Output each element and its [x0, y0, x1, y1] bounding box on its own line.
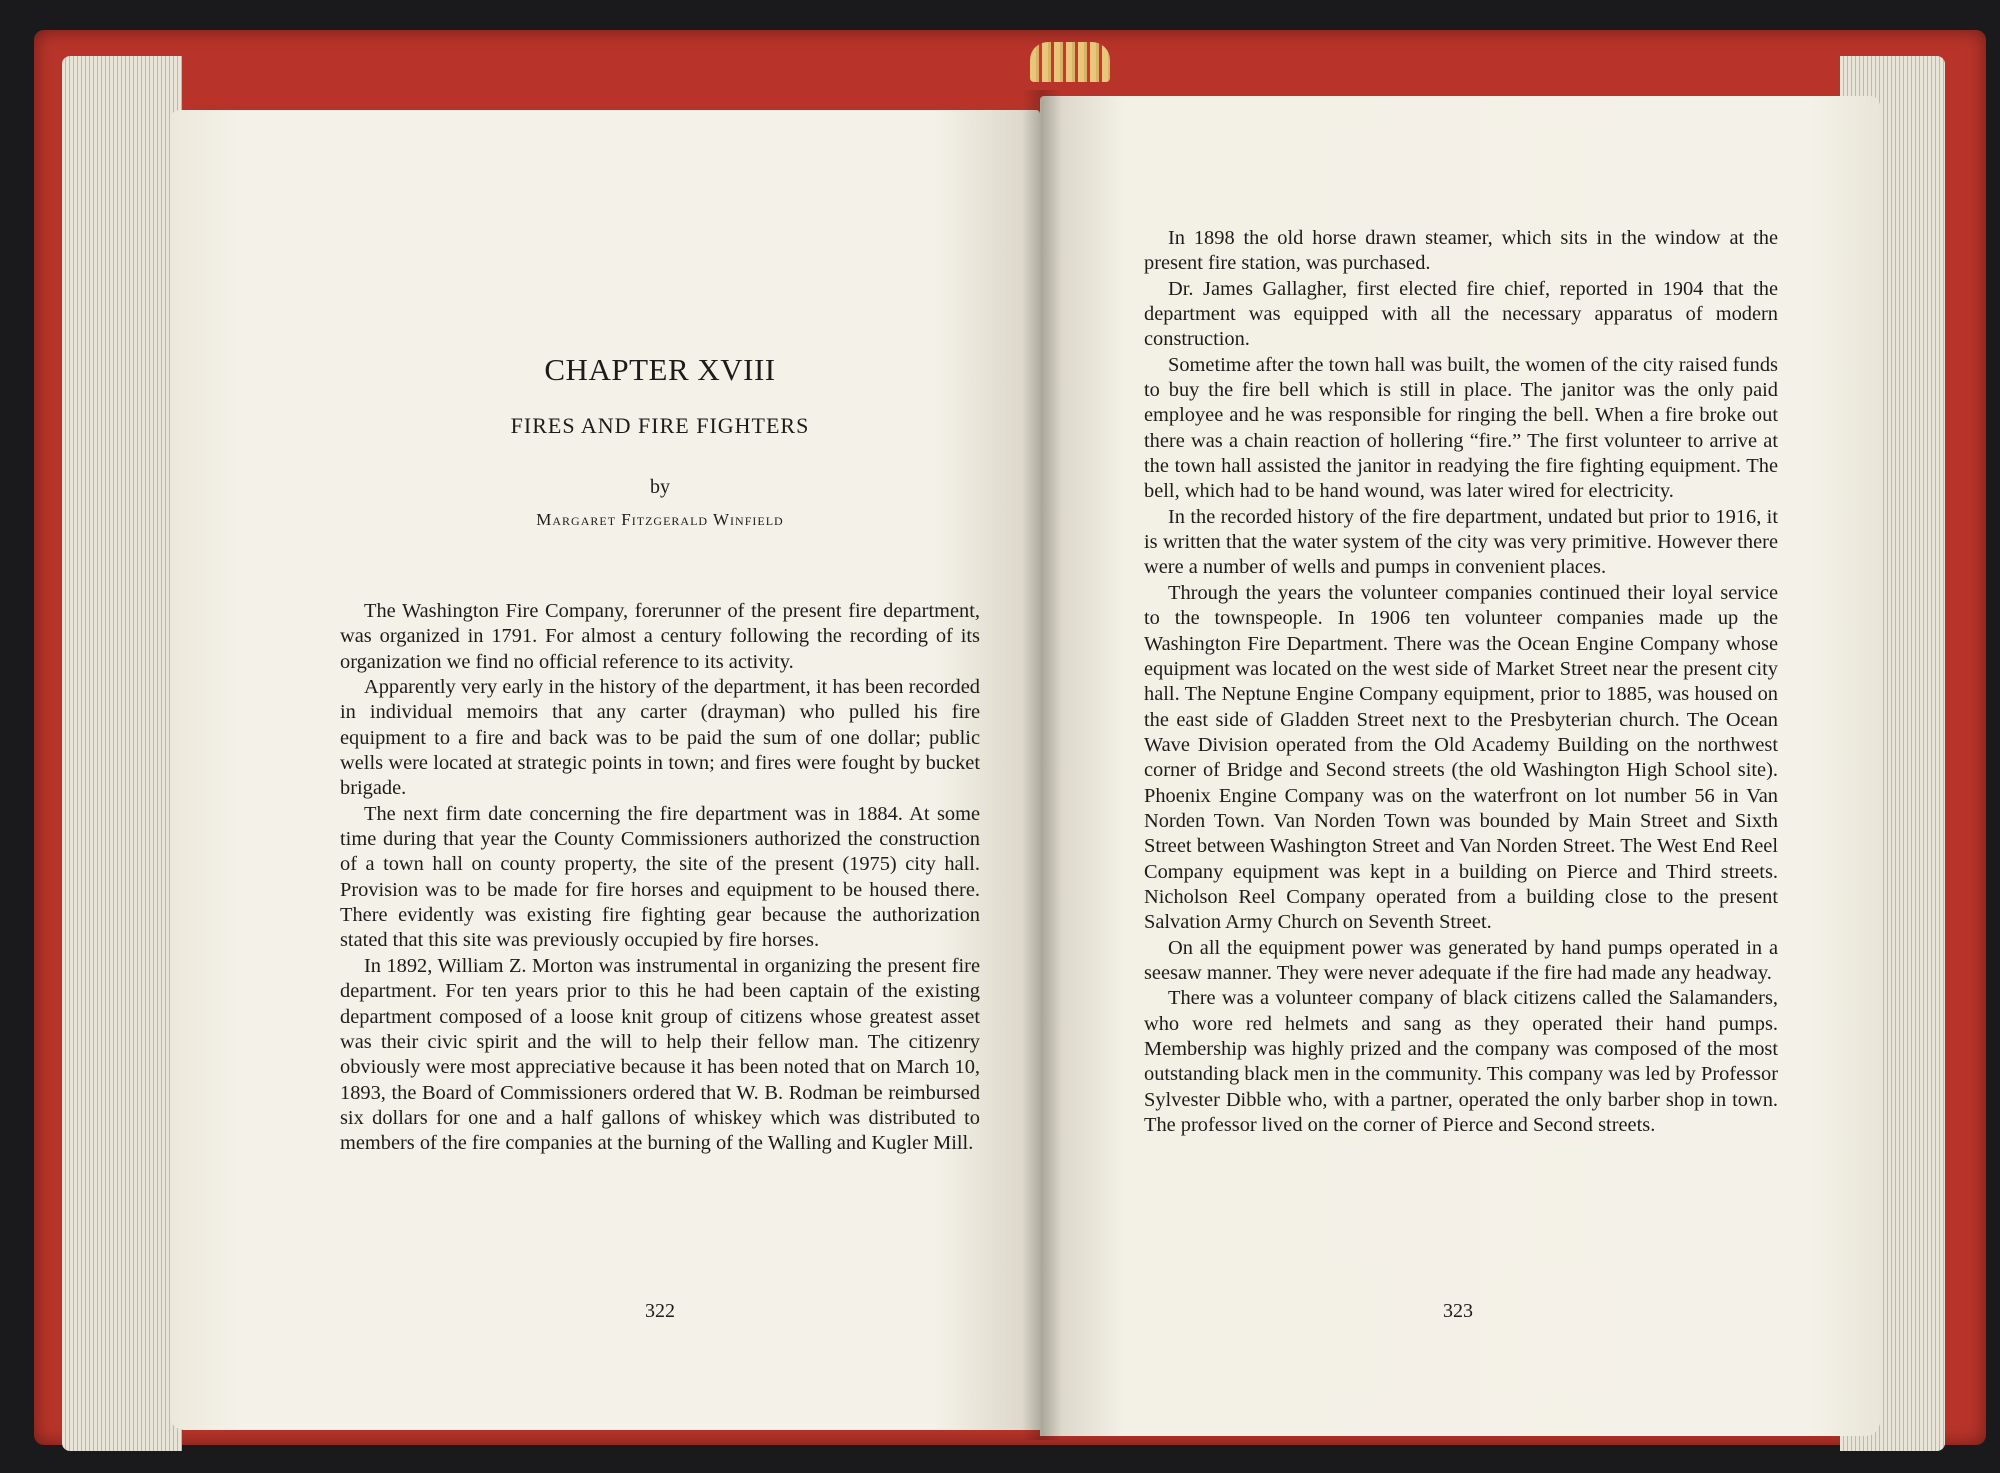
paragraph: In 1898 the old horse drawn steamer, which sits in the window at the present fire station, was purchased.: [1144, 227, 1778, 275]
book-headband: [1030, 42, 1110, 82]
right-page-body: [1144, 226, 1778, 1138]
chapter-subtitle: FIRES AND FIRE FIGHTERS: [510, 413, 810, 438]
book-gutter: [1022, 90, 1062, 1440]
chapter-title: CHAPTER XVIII: [544, 352, 776, 387]
chapter-by-line: by: [650, 476, 670, 498]
page-number-left: 322: [645, 1300, 675, 1322]
paragraph: In 1892, William Z. Morton was instrumental in organizing the present fire department. For ten years prior to this he had been captain of the existing department composed of a loose knit group of citizens whose greatest asset was their civic spirit and the will to help their fellow man. The citizenry obviously were most appreciative because it has been noted that on March 10, 1893, the Board of Commissioners ordered that W. B. Rodman be reimbursed six dollars for one and a half gallons of whiskey which was distributed to members of the fire companies at the burning of the Walling and Kugler Mill.: [340, 954, 980, 1155]
paragraph: There was a volunteer company of black citizens called the Salamanders, who wore red helmets and sang as they operated their hand pumps. Membership was highly prized and the company was composed of the most outstanding black men in the community. This company was led by Professor Sylvester Dibble who, with a partner, operated the only barber shop in town. The professor lived on the corner of Pierce and Second streets.: [1144, 987, 1778, 1137]
left-page-body: [340, 599, 980, 1157]
paragraph: The Washington Fire Company, forerunner of the present fire department, was organized in 1791. For almost a century following the recording of its organization we find no official reference to its activity.: [340, 600, 980, 673]
paragraph: The next firm date concerning the fire department was in 1884. At some time during that year the County Commissioners authorized the construction of a town hall on county property, the site of the present (1975) city hall. Provision was to be made for fire horses and equipment to be housed there. There evidently was existing fire fighting gear because the authorization stated that this site was previously occupied by fire horses.: [340, 802, 980, 952]
paragraph: Sometime after the town hall was built, the women of the city raised funds to buy the fire bell which is still in place. The janitor was the only paid employee and he was responsible for ringing the bell. When a fire broke out there was a chain reaction of hollering “fire.” The first volunteer to arrive at the town hall assisted the janitor in readying the fire fighting equipment. The bell, which had to be hand wound, was later wired for electricity.: [1144, 353, 1778, 503]
page-edges-left: [62, 56, 182, 1451]
paragraph: On all the equipment power was generated by hand pumps operated in a seesaw manner. They were never adequate if the fire had made any headway.: [1144, 936, 1778, 984]
paragraph: In the recorded history of the fire department, undated but prior to 1916, it is written that the water system of the city was very primitive. However there were a number of wells and pumps in convenient places.: [1144, 505, 1778, 579]
chapter-author: Margaret Fitzgerald Winfield: [536, 510, 784, 529]
paragraph: Dr. James Gallagher, first elected fire chief, reported in 1904 that the department was equipped with all the necessary apparatus of modern construction.: [1144, 277, 1778, 351]
page-number-right: 323: [1443, 1300, 1473, 1322]
paragraph: Apparently very early in the history of the department, it has been recorded in individual memoirs that any carter (drayman) who pulled his fire equipment to a fire and back was to be paid the sum of one dollar; public wells were located at strategic points in town; and fires were fought by bucket brigade.: [340, 676, 980, 800]
paragraph: Through the years the volunteer companies continued their loyal service to the townspeople. In 1906 ten volunteer companies made up the Washington Fire Department. There was the Ocean Engine Company whose equipment was located on the west side of Market Street near the present city hall. The Neptune Engine Company equipment, prior to 1885, was housed on the east side of Gladden Street next to the Presbyterian church. The Ocean Wave Division operated from the Old Academy Building on the northwest corner of Bridge and Second streets (the old Washington High School site). Phoenix Engine Company was on the waterfront on lot number 56 in Van Norden Town. Van Norden Town was bounded by Main Street and Sixth Street between Washington Street and Van Norden Street. The West End Reel Company equipment was kept in a building on Pierce and Third streets. Nicholson Reel Company operated from a building close to the present Salvation Army Church on Seventh Street.: [1144, 581, 1778, 934]
